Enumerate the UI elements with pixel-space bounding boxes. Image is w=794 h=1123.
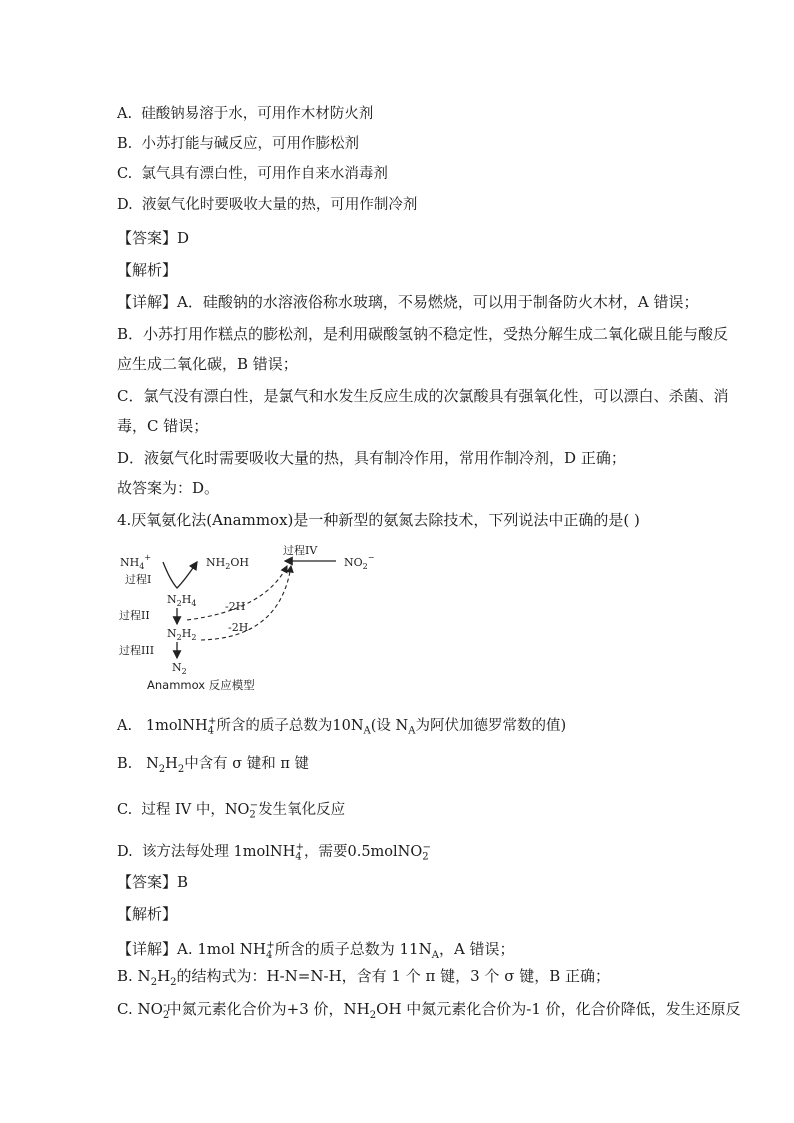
minus-2h-label-2: -2H (228, 621, 249, 634)
answer-tag: 【答案】 (117, 229, 178, 247)
converge-arrow (163, 562, 197, 588)
q4-option-d: D. 该方法每处理 1molNH$_4$+，需要0.5molNO$_2$− (117, 842, 432, 863)
process-ii-label: 过程II (119, 609, 150, 622)
q4-answer (117, 872, 188, 892)
n2-label: $N_2$ (172, 661, 187, 676)
process-iii-label: 过程III (119, 644, 155, 657)
q3-option-d: D. 液氨气化时要吸收大量的热，可用作制冷剂 (117, 197, 418, 213)
q3-detail-line: 毒，C 错误； (117, 417, 209, 435)
answer-value: D (177, 229, 190, 247)
q3-option-a: A. 硅酸钠易溶于水，可用作木材防火剂 (117, 106, 374, 122)
anammox-diagram (115, 540, 375, 696)
q3-option-b: B. 小苏打能与碱反应，可用作膨松剂 (117, 136, 359, 152)
nh4-label: $NH_4^+$ (120, 553, 152, 571)
q3-detail-line: D．液氨气化时需要吸收大量的热，具有制冷作用，常用作制冷剂，D 正确； (117, 449, 626, 467)
q4-option-c: C. 过程 IV 中，$NO_2^-$发生氧化反应 (117, 800, 346, 821)
answer-value: B (177, 873, 189, 891)
q3-option-c: C. 氯气具有漂白性，可用作自来水消毒剂 (117, 166, 388, 182)
q4-detail-b: B. $N_2H_2$的结构式为：H-N=N-H，含有 1 个 π 键，3 个 σ 键，B 正确； (117, 967, 611, 988)
no2-label: $NO_2^-$ (344, 553, 375, 571)
q4-analysis-heading: 【解析】 (117, 905, 178, 923)
answer-tag: 【答案】 (117, 873, 178, 891)
q3-answer (117, 228, 189, 248)
q3-detail-line: 应生成二氧化碳，B 错误； (117, 355, 298, 373)
q3-detail-line: C．氯气没有漂白性，是氯气和水发生反应生成的次氯酸具有强氧化性，可以漂白、杀菌、消 (117, 387, 729, 405)
q3-detail-line: 【详解】A．硅酸钠的水溶液俗称水玻璃，不易燃烧，可以用于制备防火木材，A 错误； (117, 293, 699, 311)
n2h2-label: $N_2H_2$ (167, 627, 197, 642)
minus-2h-label-1: -2H (225, 600, 246, 613)
q4-option-a: A. 1molNH$_4$+所含的质子总数为$10N_A$(设 $N_A$为阿伏加德罗常数的值) (117, 716, 567, 737)
q3-analysis-heading: 【解析】 (117, 261, 178, 279)
q4-detail-c: C. $NO_2^-$中氮元素化合价为+3 价，$NH_2OH$ 中氮元素化合价为-1 价，化合价降低，发生还原反 (117, 1000, 741, 1021)
process-i-label: 过程I (125, 573, 152, 586)
nh2oh-label: $NH_2OH$ (206, 556, 249, 571)
q3-conclusion: 故答案为：D。 (117, 479, 220, 497)
q3-detail-line: B．小苏打用作糕点的膨松剂，是利用碳酸氢钠不稳定性，受热分解生成二氧化碳且能与酸反 (117, 325, 729, 343)
detail-tag: 【详解】 (117, 940, 178, 958)
n2h4-label: $N_2H_4$ (167, 593, 197, 608)
q4-detail-a: 【详解】A. 1mol $NH_4^+$所含的质子总数为 $11N_A$，A 错误； (117, 940, 515, 961)
diagram-caption: Anammox 反应模型 (147, 678, 255, 692)
process-iv-label: 过程IV (283, 544, 318, 557)
q4-option-b: B. $N_2H_2$中含有 σ 键和 π 键 (117, 756, 310, 775)
detail-tag: 【详解】 (117, 293, 178, 311)
q4-stem: 4.厌氧氨化法(Anammox)是一种新型的氨氮去除技术，下列说法中正确的是( ) (117, 511, 640, 529)
